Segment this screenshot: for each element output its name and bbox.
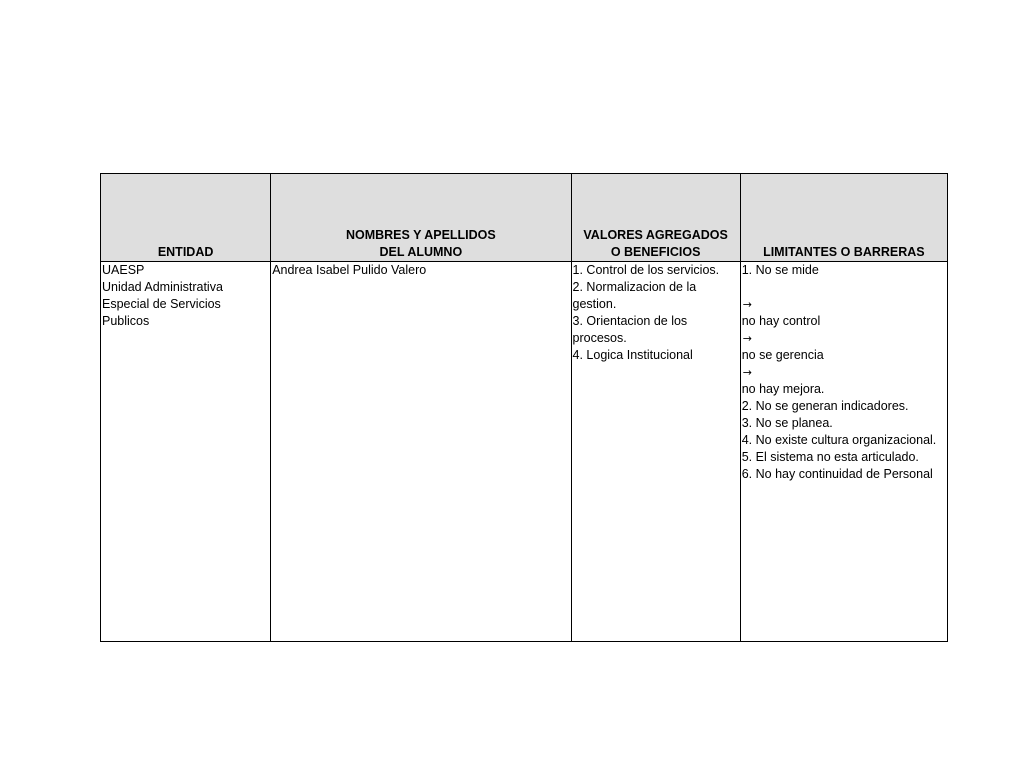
cell-text: 1. No se mide xyxy=(741,263,819,277)
header-nombres-line: NOMBRES Y APELLIDOS xyxy=(345,228,496,242)
cell-line: UAESP xyxy=(102,263,145,277)
arrow-right-icon: → xyxy=(742,298,752,311)
cell-line: Andrea Isabel Pulido Valero xyxy=(272,263,427,277)
header-valores-line: O BENEFICIOS xyxy=(610,245,701,259)
cell-line: 4. No existe cultura organizacional. xyxy=(741,433,937,447)
header-nombres[interactable] xyxy=(271,174,571,262)
cell-line: 4. Logica Institucional xyxy=(572,348,693,362)
cell-nombres[interactable] xyxy=(271,262,571,642)
cell-line-with-arrow xyxy=(742,313,946,347)
cell-line: 1. Control de los servicios. xyxy=(572,263,720,277)
cell-line: no hay mejora. xyxy=(741,382,825,396)
header-limitantes-line: LIMITANTES O BARRERAS xyxy=(763,245,925,259)
cell-line: 3. Orientacion de los procesos. xyxy=(572,314,688,345)
cell-line: Especial de Servicios Publicos xyxy=(102,297,221,328)
header-valores[interactable] xyxy=(571,174,740,262)
cell-line: 5. El sistema no esta articulado. xyxy=(741,450,919,464)
cell-entidad[interactable] xyxy=(101,262,271,642)
cell-text: no se gerencia xyxy=(741,348,824,362)
header-limitantes[interactable] xyxy=(740,174,947,262)
cell-valores[interactable] xyxy=(571,262,740,642)
cell-line: Unidad Administrativa xyxy=(102,280,223,294)
cell-limitantes[interactable] xyxy=(740,262,947,642)
arrow-right-icon: → xyxy=(742,366,752,379)
header-entidad[interactable] xyxy=(101,174,271,262)
table-row xyxy=(101,262,948,642)
cell-line-with-arrow xyxy=(742,347,946,381)
cell-line: 2. No se generan indicadores. xyxy=(741,399,909,413)
header-nombres-line: DEL ALUMNO xyxy=(379,245,463,259)
header-entidad-line: ENTIDAD xyxy=(157,245,214,259)
spreadsheet-table xyxy=(100,173,948,642)
cell-line-with-arrow xyxy=(742,262,946,313)
header-valores-line: VALORES AGREGADOS xyxy=(583,228,728,242)
arrow-right-icon: → xyxy=(742,332,752,345)
header-row xyxy=(101,174,948,262)
cell-line: 3. No se planea. xyxy=(741,416,833,430)
cell-text: no hay control xyxy=(741,314,821,328)
cell-line: 2. Normalizacion de la gestion. xyxy=(572,280,697,311)
cell-line: 6. No hay continuidad de Personal xyxy=(741,467,933,481)
